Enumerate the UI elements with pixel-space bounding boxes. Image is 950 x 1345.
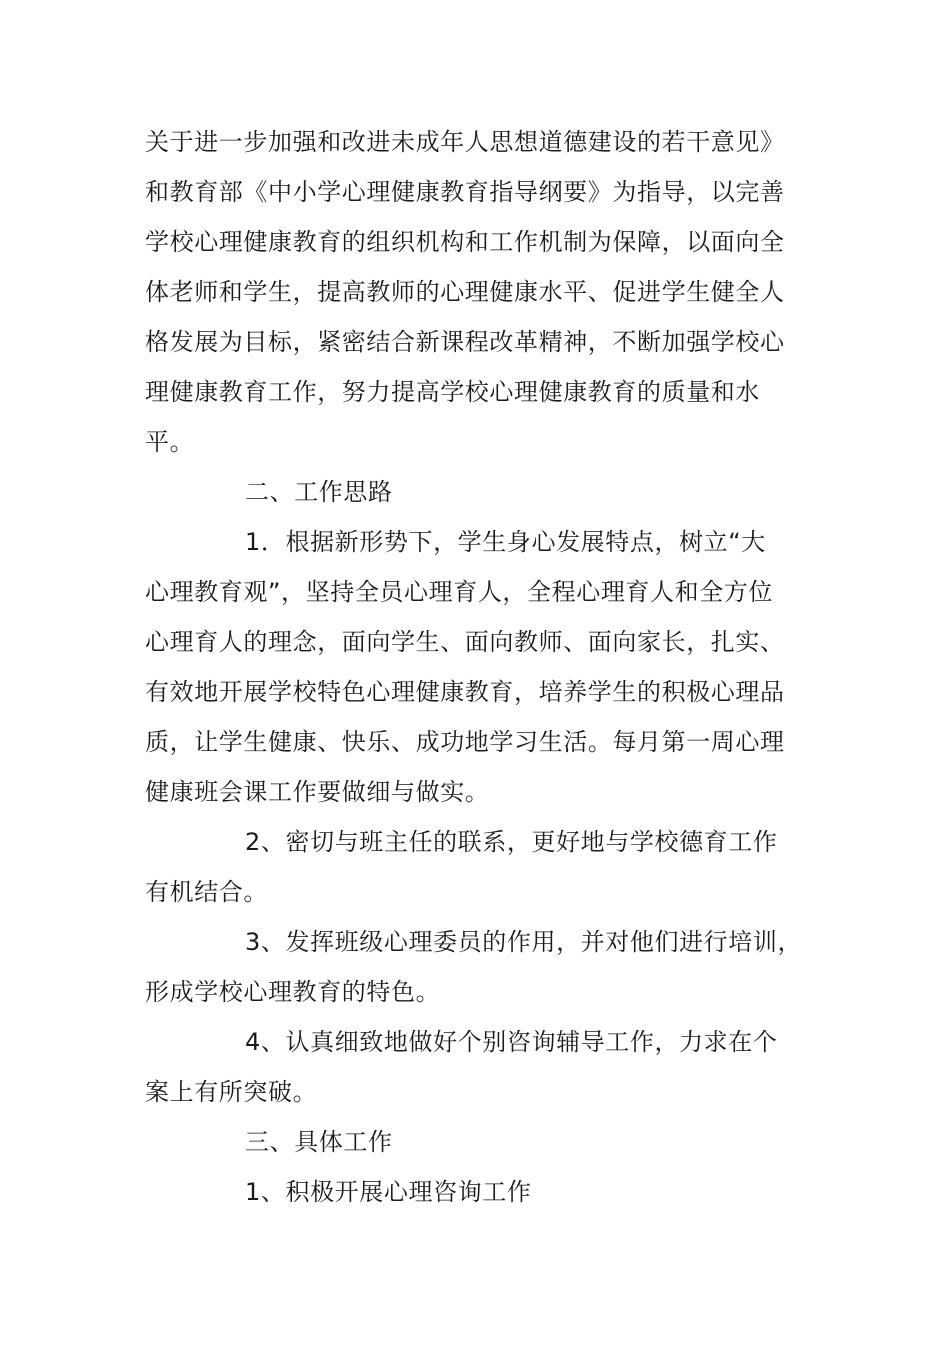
text-line: 案上有所突破。 xyxy=(145,1078,318,1106)
text-line: 1．根据新形势下，学生身心发展特点，树立“大 xyxy=(245,528,766,556)
text-line: 平。 xyxy=(145,428,195,456)
text-line: 有效地开展学校特色心理健康教育，培养学生的积极心理品 xyxy=(145,678,785,706)
text-line: 3、发挥班级心理委员的作用，并对他们进行培训， xyxy=(245,928,803,956)
text-line: 健康班会课工作要做细与做实。 xyxy=(145,778,490,806)
text-line: 2、密切与班主任的联系，更好地与学校德育工作 xyxy=(245,828,778,856)
text-line: 体老师和学生，提高教师的心理健康水平、促进学生健全人 xyxy=(145,278,785,306)
text-line: 质，让学生健康、快乐、成功地学习生活。每月第一周心理 xyxy=(145,728,785,756)
text-line: 心理教育观”，坚持全员心理育人，全程心理育人和全方位 xyxy=(145,578,774,606)
text-line: 4、认真细致地做好个别咨询辅导工作，力求在个 xyxy=(245,1028,778,1056)
text-line: 理健康教育工作，努力提高学校心理健康教育的质量和水 xyxy=(145,378,760,406)
text-line: 有机结合。 xyxy=(145,878,268,906)
text-line: 格发展为目标，紧密结合新课程改革精神，不断加强学校心 xyxy=(145,328,785,356)
text-line: 关于进一步加强和改进未成年人思想道德建设的若干意见》 xyxy=(145,128,785,156)
text-line: 学校心理健康教育的组织机构和工作机制为保障，以面向全 xyxy=(145,228,785,256)
section-heading: 二、工作思路 xyxy=(245,478,393,506)
section-heading: 三、具体工作 xyxy=(245,1128,393,1156)
text-line: 和教育部《中小学心理健康教育指导纲要》为指导，以完善 xyxy=(145,178,785,206)
text-line: 1、积极开展心理咨询工作 xyxy=(245,1178,532,1206)
text-line: 形成学校心理教育的特色。 xyxy=(145,978,441,1006)
text-line: 心理育人的理念，面向学生、面向教师、面向家长，扎实、 xyxy=(145,628,785,656)
